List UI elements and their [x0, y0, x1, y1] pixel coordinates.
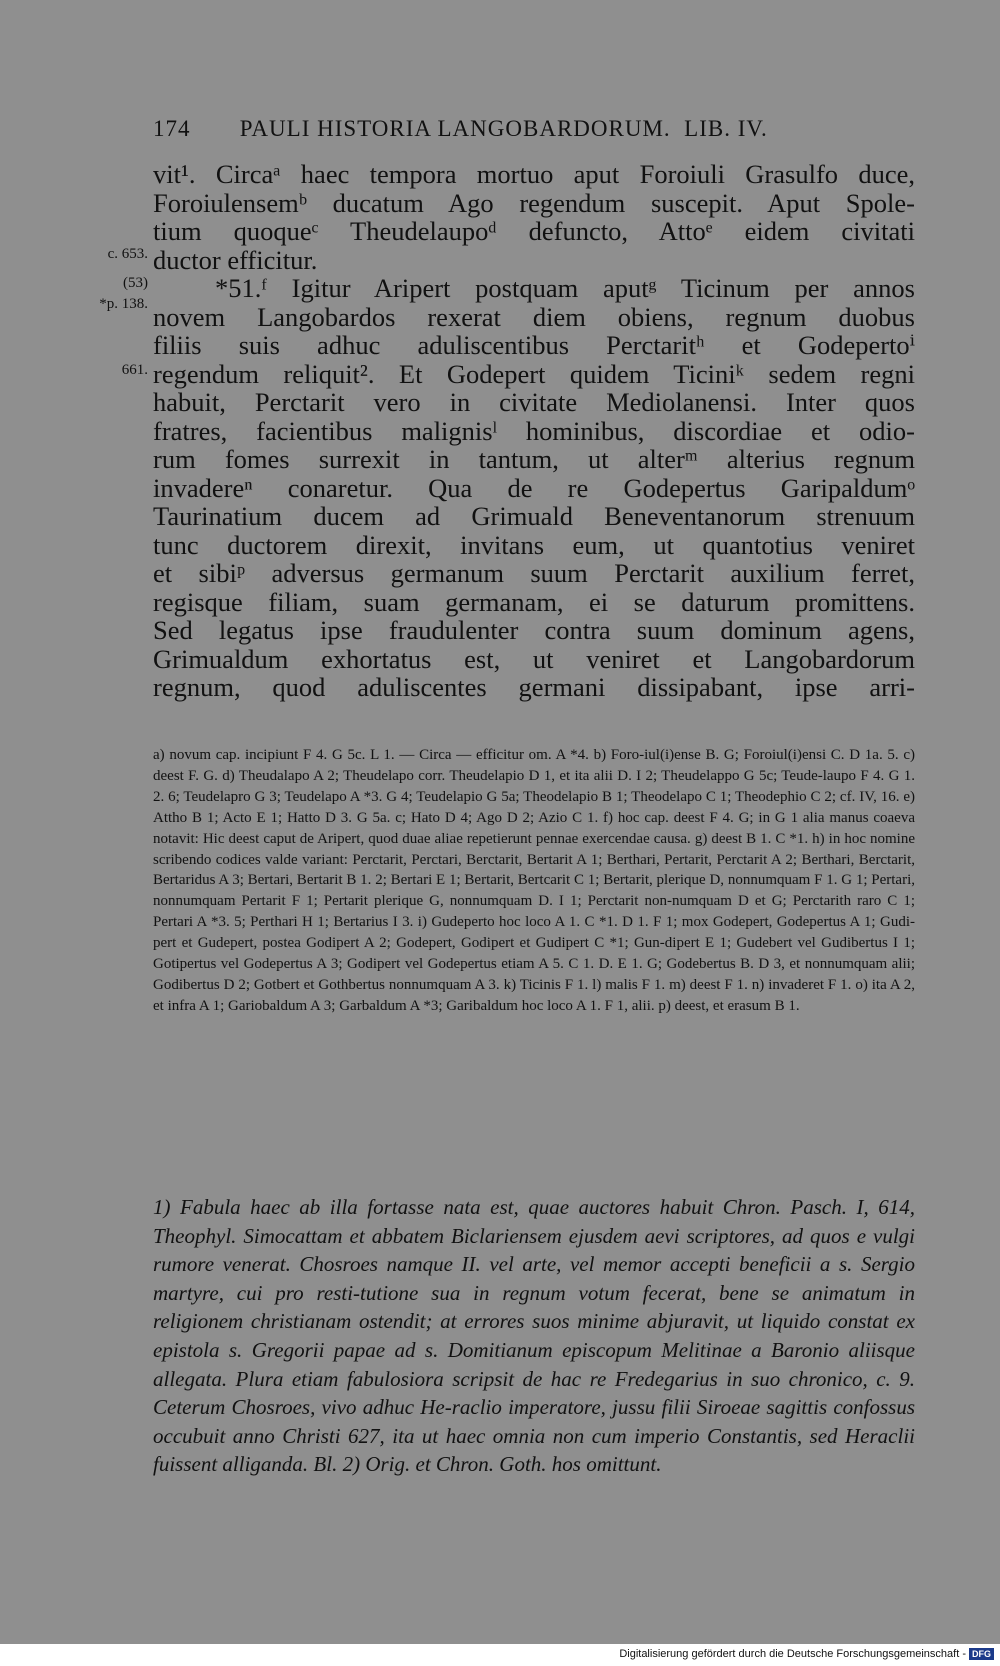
text-line: rum fomes surrexit in tantum, ut alterᵐ alterius regnum: [153, 444, 915, 474]
main-text: [153, 160, 915, 702]
margin-note-year: c. 653.: [107, 246, 148, 262]
footer-text: Digitalisierung gefördert durch die Deutsche Forschungsgemeinschaft -: [619, 1648, 966, 1661]
dfg-logo: DFG: [969, 1648, 994, 1660]
text-line: tium quoqueᶜ Theudelaupoᵈ defuncto, Attoᵉ eidem civitati: [153, 216, 915, 246]
text-line: Grimualdum exhortatus est, ut veniret et Langobardorum: [153, 643, 915, 674]
text-line: novem Langobardos rexerat diem obiens, regnum duobus: [153, 301, 915, 332]
commentary-notes: 1) Fabula haec ab illa fortasse nata est, quae auctores habuit Chron. Pasch. I, 614, Theophyl. Simocattam et abbatem Biclariensem ejusdem aevi scriptores, ad quos e vulgi rumore venerat. Chosroes namque II. vel arte, vel memor accepti beneficii a s. Sergio martyre, cui pro resti-tutione sua in regnum votum fecerat, bene se animatum in religionem christianam ostendit; at errores suos minime abjuravit, ut liquido constat ex epistola s. Gregorii papae ad s. Domitianum episcopum Melitinae a Baronio aliisque allegata. Plura etiam fabulosiora scripsit de hac re Fredegarius in suo chronico, c. 9. Ceterum Chosroes, vivo adhuc He-raclio imperatore, jussu filii Siroeae sagittis confossus occubuit anno Christi 627, ita ut haec omnia non cum imperio Constantis, sed Heraclii fuissent alliganda. Bl. 2) Orig. et Chron. Goth. hos omittunt.: [153, 1195, 915, 1477]
text-line: fratres, facientibus malignisˡ hominibus, discordiae et odio-: [153, 415, 915, 446]
text-line: filiis suis adhuc aduliscentibus Perctaritʰ et Godepertoⁱ: [153, 330, 915, 360]
margin-note-chapter: (53): [123, 275, 148, 291]
text-line: invadereⁿ conaretur. Qua de re Godepertus Garipaldumᵒ: [153, 472, 915, 503]
text-line: Sed legatus ipse fraudulenter contra suum dominum agens,: [153, 615, 915, 645]
text-line: ductor efficitur.: [153, 244, 318, 275]
margin-note-year: 661.: [121, 362, 148, 378]
margin-note-page: *p. 138.: [99, 296, 148, 312]
text-line: regendum reliquit². Et Godepert quidem Ticiniᵏ sedem regni: [153, 358, 915, 389]
text-line: tunc ductorem direxit, invitans eum, ut quantotius veniret: [153, 529, 915, 560]
running-header: [153, 116, 913, 142]
text-line: Taurinatium ducem ad Grimuald Beneventanorum strenuum: [153, 501, 915, 531]
page-number: 174: [153, 116, 191, 141]
running-title: PAULI HISTORIA LANGOBARDORUM. LIB. IV.: [239, 116, 768, 141]
text-line: et sibiᵖ adversus germanum suum Perctarit auxilium ferret,: [153, 558, 915, 588]
text-line: Foroiulensemᵇ ducatum Ago regendum suscepit. Aput Spole-: [153, 187, 915, 218]
text-line: regisque filiam, suam germanam, ei se daturum promittens.: [153, 586, 915, 617]
text-line: vit¹. Circaᵃ haec tempora mortuo aput Foroiuli Grasulfo duce,: [153, 159, 915, 189]
digitization-footer: [0, 1648, 1000, 1666]
text-line: *51.ᶠ Igitur Aripert postquam aputᵍ Ticinum per annos: [215, 273, 915, 303]
text-line: regnum, quod aduliscentes germani dissipabant, ipse arri-: [153, 672, 915, 702]
text-line: habuit, Perctarit vero in civitate Mediolanensi. Inter quos: [153, 387, 915, 417]
critical-apparatus: a) novum cap. incipiunt F 4. G 5c. L 1. — Circa — efficitur om. A *4. b) Foro-iul(i)ense B. G; Foroiul(i)ensi C. D 1a. 5. c) deest F. G. d) Theudalapo A 2; Theudelapo corr. Theudelapio D 1, et ita alii D. I 2; Theudelappo G 5c; Teude-laupo F 4. G 1. 2. 6; Teudelapro G 3; Teudelapo A *3. G 4; Teudelapio G 5a; Theodelapio B 1; Theodelapo C 1; Theodephio C 2; cf. IV, 16. e) Attho B 1; Acto E 1; Hatto D 3. G 5a. c; Hato D 4; Ago D 2; Azio C 1. f) hoc cap. deest F 4. G; in G 1 alia manus coaeva notavit: Hic deest caput de Aripert, quod duae aliae repetierunt pennae exercendae causa. g) deest B 1. C *1. h) in hoc nomine scribendo codices valde variant: Perctarit, Perctari, Berctarit, Bertarit A 1; Berthari, Pertarit, Perctarit A 2; Berthari, Berctarit, Bertaridus A 3; Bertari, Bertarit B 1. 2; Bertari E 1; Bertarit, Bertcarit C 1; Bertarit, plerique D, nonnumquam F 1. G 1; Pertari, nonnumquam Pertarit F 1; Pertarit plerique G, nonnumquam D. I 1; Perctarit non-numquam D et G; Perctarith raro C 1; Pertari A *3. 5; Perthari H 1; Bertarius I 3. i) Gudeperto hoc loco A 1. C *1. D 1. F 1; mox Godepert, Godepertus A 1; Gudi-pert et Gudepert, postea Godipert A 2; Godepert, Godipert et Gudipert C *1; Gun-dipert E 1; Gudebert vel Gudibertus I 1; Gotipertus vel Godepertus A 3; Godipert vel Godepertus etiam A 5. C 1. D. E 1. G; Godebertus B. D 3, et nonnumquam alii; Godibertus D 2; Gotbert et Gothbertus nonnumquam A 3. k) Ticinis F 1. l) malis F 1. m) deest F 1. n) invaderet F 1. o) ita A 2, et infra A 1; Gariobaldum A 3; Garbaldum A *3; Garibaldum hoc loco A 1. F 1, alii. p) deest, et erasum B 1.: [153, 747, 915, 1014]
